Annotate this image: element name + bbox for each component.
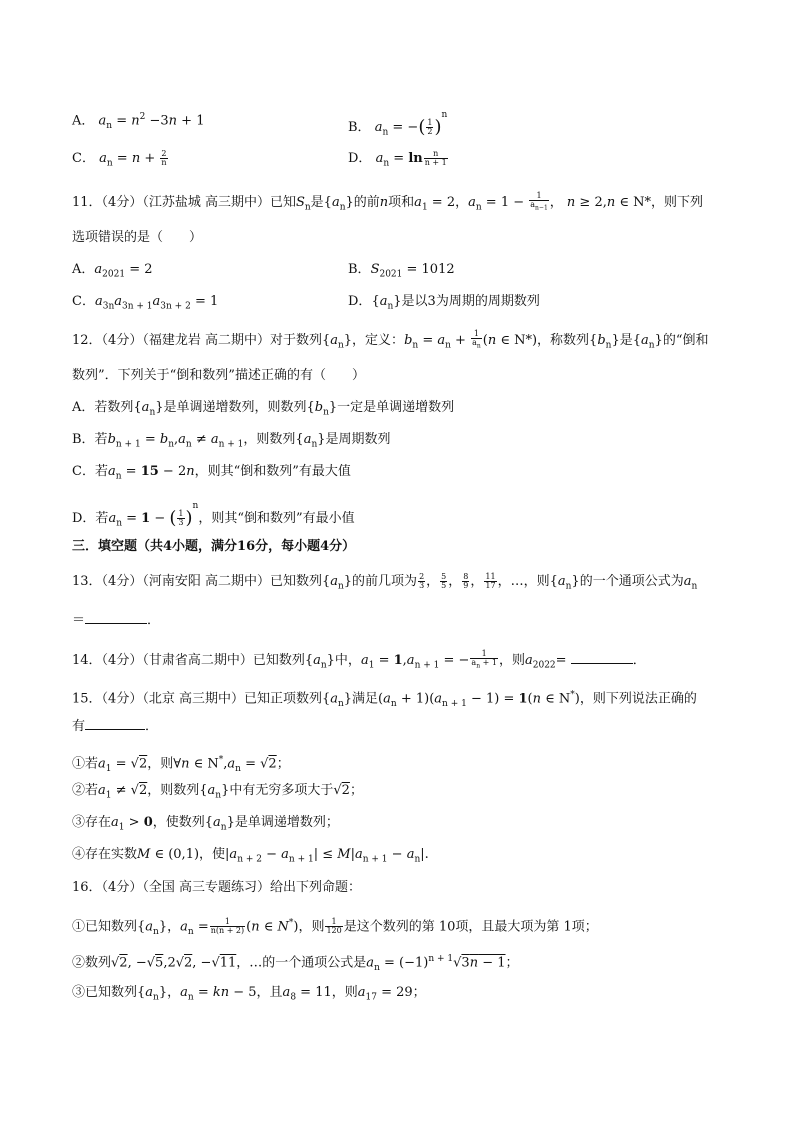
q16-option-3: ③已知数列$\{a_n\}$，$a_n$ = kn − 5，且$a_8 = 11$，则$a_{17} = 29$； [72,985,426,1003]
q10-option-a: A． $a_n = n^2 -3n + 1$ [72,112,205,131]
q13-stem-line2: ＝ ． [72,613,161,628]
q13-stem-line1: 13．（4分）（河南安阳 高二期中）已知数列$\{a_n\}$的前几项为 $\frac{2}{3}$ ， $\frac{5}{5}$ ， $\frac{8}{9}$ ， $\frac{11}{17}$ ，…，则$\{a_n\}$的一个通项公式为$a_n$ [72,572,698,592]
q15-stem-line2: 有 ． [72,719,159,734]
option-label: A． [72,113,95,129]
q11-option-c: C．$a_{3n}a_{3n + 1}a_{3n + 2} = 1$ [72,294,219,312]
q12-option-c: C．若$a_n = 15 - 2n$，则其“倒和数列”有最大值 [72,464,351,482]
q12-option-a: A．若数列$\{a_n\}$是单调递增数列，则数列$\{b_n\}$一定是单调递增数列 [72,400,455,418]
q12-option-d: D．若$a_n = 1$ − ( $\frac{1}{3}$ )$^n$，则其“倒和数列”有最小值 [72,501,355,529]
q12-stem-line1: 12．（4分）（福建龙岩 高二期中）对于数列$\{a_n\}$，定义：$b_n = a_n$ + $\frac{1}{a_n}$ (n ∈ N*)，称数列$\{b_n\}$是$\{a_n\}$的“倒和 [72,329,709,351]
q11-option-a: A．$a_{2021} = 2$ [72,262,153,280]
q12-option-b: B．若$b_{n + 1} = b_n,a_n \ne a_{n + 1}$，则数列$\{a_n\}$是周期数列 [72,432,391,450]
q16-stem: 16．（4分）（全国 高三专题练习）给出下列命题： [72,880,361,895]
option-label: B． [348,262,371,277]
q15-option-3: ③存在$a_1 > 0$，使数列$\{a_n\}$是单调递增数列； [72,815,339,833]
option-label: C． [72,151,95,166]
option-label: D． [348,151,372,166]
q14-stem: 14．（4分）（甘肃省高二期中）已知数列$\{a_n\}$中，$a_1 = 1,a_{n + 1}$ = − $\frac{1}{a_n + 1}$ ，则$a_{2022}=$ ． [72,649,646,671]
q11-option-b: B．$S_{2021} = 1012$ [348,262,455,280]
option-label: D． [348,294,372,309]
q15-option-1: ①若$a_1 = √2$，则∀n ∈ $N^*,a_n = √2$； [72,755,290,774]
q11-stem-line2: 选项错误的是（ ） [72,230,203,245]
option-label: B． [348,120,371,135]
q10-option-c: C． $a_n = n$ + $\frac{2}{n}$ [72,149,167,169]
q15-stem-line1: 15．（4分）（北京 高三期中）已知正项数列$\{a_n\}$满足$(a_n + 1)(a_{n + 1} - 1) = 1(n$ ∈ N*)，则下列说法正确的 [72,690,697,709]
q11-stem-line1: 11．（4分）（江苏盐城 高三期中）已知$S_n$是$\{a_n\}$的前n项和$a_1 = 2$，$a_n = 1$ − $\frac{1}{a_{n-1}}$ ， n ≥ 2,n ∈ N*，则下列 [72,191,703,213]
q16-option-2: ②数列√2, −√5,2√2, −√11，…的一个通项公式是$a_n = (-1)^{n + 1}√3n - 1$； [72,954,519,973]
q15-option-2: ②若$a_1 \ne √2$，则数列$\{a_n\}$中有无穷多项大于√2； [72,783,363,801]
q11-option-d: D．$\{a_n\}$是以3为周期的周期数列 [348,294,540,312]
section-title: 三．填空题（共4小题，满分16分，每小题4分） [72,539,356,554]
q10-option-b: B． $a_n$ = −( $\frac{1}{2}$ )$^n$ [348,110,448,138]
answer-blank[interactable] [85,729,145,730]
answer-blank[interactable] [571,663,633,664]
q12-stem-line2: 数列”．下列关于“倒和数列”描述正确的有（ ） [72,368,365,383]
q10-option-d: D． $a_n = \ln$ $\frac{n}{n + 1}$ [348,149,447,169]
q15-option-4: ④存在实数M ∈ (0,1)，使$|a_{n + 2} - a_{n + 1}| \le M|a_{n + 1} - a_n|$. [72,847,429,865]
option-label: C． [72,294,95,309]
answer-blank[interactable] [85,623,147,624]
option-label: A． [72,262,95,277]
q16-option-1: ①已知数列$\{a_n\}$，$a_n$ = $\frac{1}{n(n + 2)}$ (n ∈ N*)，则 $\frac{1}{120}$ 是这个数列的第 10项，且最大项为第 1项； [72,917,598,937]
